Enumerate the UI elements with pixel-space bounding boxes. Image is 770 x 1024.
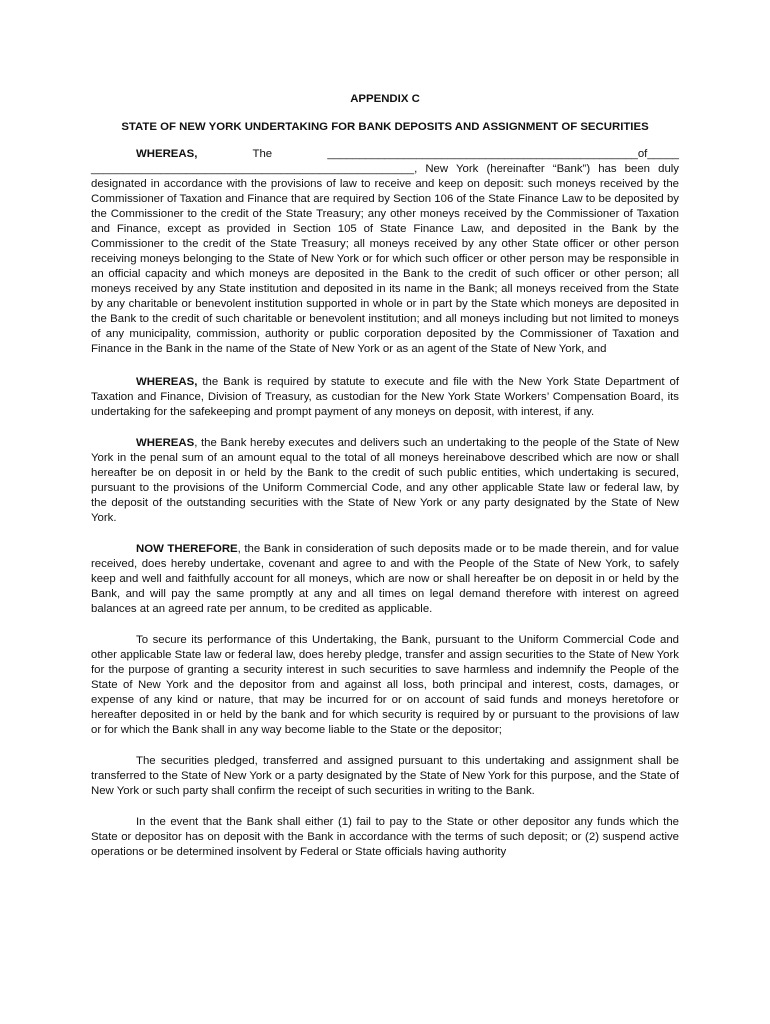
appendix-heading: APPENDIX C: [350, 93, 420, 105]
document-title: STATE OF NEW YORK UNDERTAKING FOR BANK DEPOSITS AND ASSIGNMENT OF SECURITIES: [121, 121, 649, 133]
document-page: [91, 92, 679, 876]
paragraph-text: , the Bank in consideration of such deposits made or to be made therein, and for value received, does hereby undertake, covenant and agree to and with the People of the State of New York, to safely keep and well and faithfully account for all moneys, which are now or shall hereafter be on deposit in or held by the Bank, and will pay the same promptly at any and all times on legal demand therefore with interest on agreed balances at an agreed rate per annum, to be credited as applicable.: [91, 543, 680, 615]
paragraph-text: the Bank is required by statute to execute and file with the New York State Department of Taxation and Finance, Division of Treasury, as custodian for the New York State Workers’ Compensation Board, its undertaking for the safekeeping and prompt payment of any moneys on deposit, with interest, if any.: [91, 376, 679, 418]
paragraph-securities-pledged: [91, 754, 679, 799]
paragraph-whereas-1: [91, 147, 679, 357]
paragraph-text: The securities pledged, transferred and assigned pursuant to this undertaking and assignment shall be transferred to the State of New York or a party designated by the State of New York for this purpose, and the State of New York or such party shall confirm the receipt of such securities in writing to the Bank.: [91, 755, 679, 797]
paragraph-whereas-2: [91, 375, 679, 420]
paragraph-now-therefore: [91, 542, 679, 617]
paragraph-security: [91, 633, 679, 738]
paragraph-lead: WHEREAS,: [136, 148, 198, 160]
paragraph-lead: WHEREAS,: [136, 376, 198, 388]
paragraph-text: The _________________________________________________of_____ ___________________________________________________, New York (hereinafter “Bank”) has been duly designated in accordance with the provisions of law to receive and keep on deposit: such moneys received by the Commissioner of Taxation and Finance that are required by Section 106 of the State Finance Law to be deposited by the Commissioner to the credit of the State Treasury; any other moneys received by the Commissioner of Taxation and Finance, except as provided in Section 105 of State Finance Law, and deposited in the Bank by the Commissioner to the credit of the State Treasury; all moneys received by any other State officer or other person receiving moneys belonging to the State of New York or for which such officer or other person may be responsible in an official capacity and which moneys are deposited in the Bank to the credit of such officer or other person; all moneys received by any State institution and deposited in its name in the Bank; all moneys received from the State by any charitable or benevolent institution supported in whole or in part by the State which moneys are deposited in the Bank to the credit of such charitable or benevolent institution; and all moneys including but not limited to moneys of any municipality, commission, authority or public corporation deposited by the Commissioner of Taxation and Finance in the Bank in the name of the State of New York or as an agent of the State of New York, and: [91, 148, 679, 355]
paragraph-text: To secure its performance of this Undertaking, the Bank, pursuant to the Uniform Commercial Code and other applicable State law or federal law, does hereby pledge, transfer and assign securities to the State of New York for the purpose of granting a security interest in such securities to save harmless and indemnify the People of the State of New York and the depositor from and against all loss, both principal and interest, costs, damages, or expense of any kind or nature, that may be incurred for or on account of said funds and moneys heretofore or hereafter deposited in or held by the bank and for which security is required by or pursuant to the provisions of law or for which the Bank shall in any way become liable to the State or the depositor;: [91, 634, 679, 736]
paragraph-lead: WHEREAS: [136, 437, 195, 449]
paragraph-text: In the event that the Bank shall either (1) fail to pay to the State or other depositor any funds which the State or depositor has on deposit with the Bank in accordance with the terms of such deposit; or (2) suspend active operations or be determined insolvent by Federal or State officials having authority: [91, 816, 679, 858]
paragraph-lead: NOW THEREFORE: [136, 543, 238, 555]
paragraph-text: , the Bank hereby executes and delivers such an undertaking to the people of the State of New York in the penal sum of an amount equal to the total of all moneys hereinabove described which are now or shall hereafter be on deposit in or held by the Bank to the credit of such public entities, which undertaking is secured, pursuant to the provisions of the Uniform Commercial Code, and any other applicable State law or federal law, by the deposit of the outstanding securities with the State of New York or any party designated by the State of New York.: [91, 437, 679, 524]
paragraph-event-default: [91, 815, 679, 860]
paragraph-whereas-3: [91, 436, 679, 526]
